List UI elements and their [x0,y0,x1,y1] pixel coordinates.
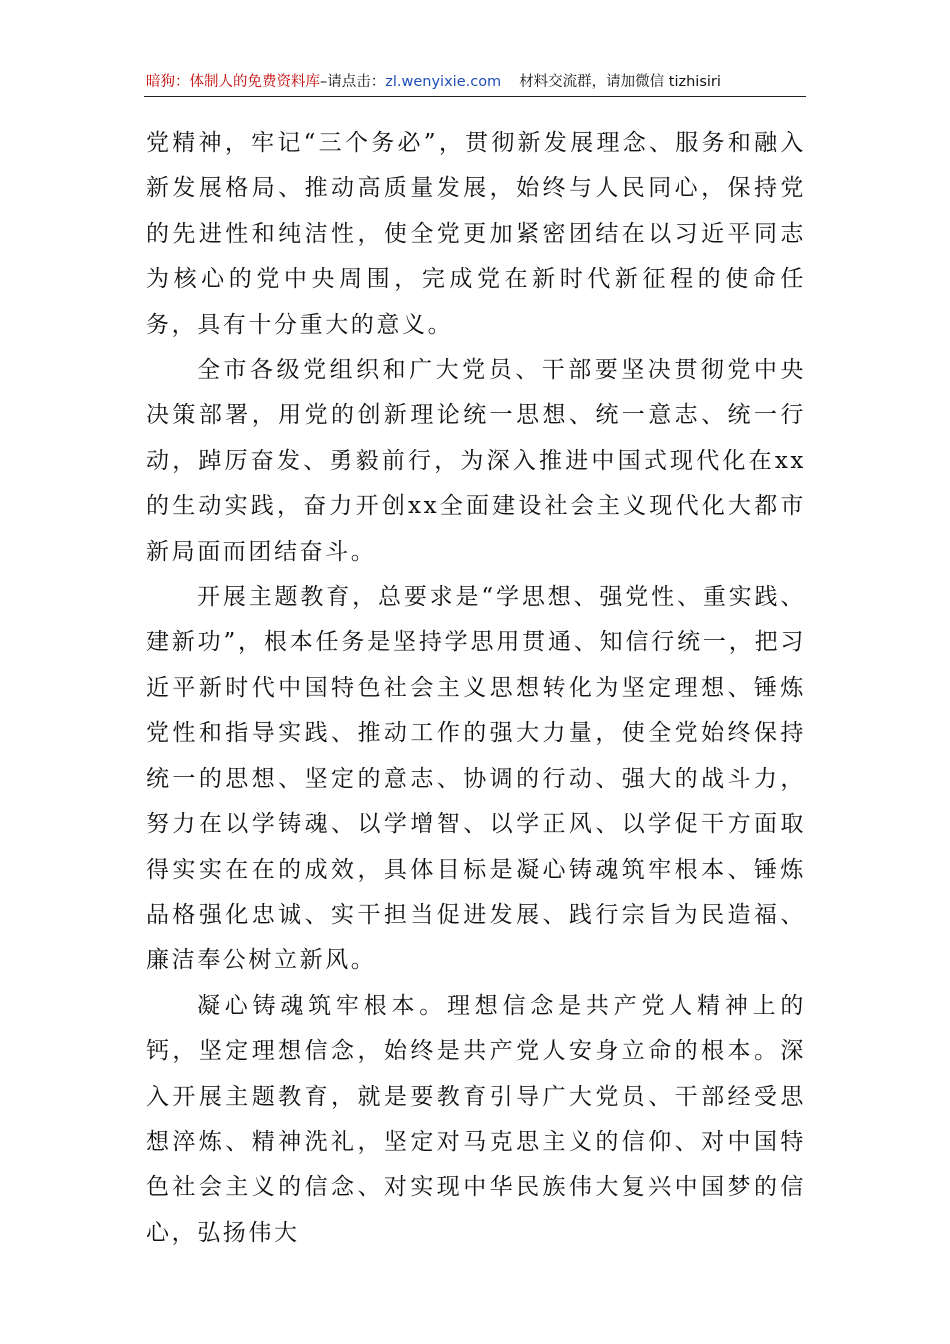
header-contact: 材料交流群，请加微信 tizhisiri [519,74,721,90]
paragraph-4: 凝心铸魂筑牢根本。理想信念是共产党人精神上的钙，坚定理想信念，始终是共产党人安身立命的根本。深入开展主题教育，就是要教育引导广大党员、干部经受思想淬炼、精神洗礼，坚定对马克思主义的信仰、对中国特色社会主义的信念、对实现中华民族伟大复兴中国梦的信心，弘扬伟大 [146,992,806,1246]
header-brand: 暗狗：体制人的免费资料库 [146,74,320,90]
header-link-label: –请点击： [320,74,386,90]
paragraph-3: 开展主题教育，总要求是“学思想、强党性、重实践、建新功”，根本任务是坚持学思用贯通、知信行统一，把习近平新时代中国特色社会主义思想转化为坚定理想、锤炼党性和指导实践、推动工作的强大力量，使全党始终保持统一的思想、坚定的意志、协调的行动、强大的战斗力，努力在以学铸魂、以学增智、以学正风、以学促干方面取得实实在在的成效，具体目标是凝心铸魂筑牢根本、锤炼品格强化忠诚、实干担当促进发展、践行宗旨为民造福、廉洁奉公树立新风。 [146,584,806,974]
page-header [146,70,806,94]
document-body [146,121,806,1256]
paragraph-2: 全市各级党组织和广大党员、干部要坚决贯彻党中央决策部署，用党的创新理论统一思想、统一意志、统一行动，踔厉奋发、勇毅前行，为深入推进中国式现代化在xx的生动实践，奋力开创xx全面建设社会主义现代化大都市新局面而团结奋斗。 [146,357,806,565]
paragraph-1: 党精神，牢记“三个务必”，贯彻新发展理念、服务和融入新发展格局、推动高质量发展，始终与人民同心，保持党的先进性和纯洁性，使全党更加紧密团结在以习近平同志为核心的党中央周围，完成党在新时代新征程的使命任务，具有十分重大的意义。 [146,130,806,338]
header-link[interactable]: zl.wenyixie.com [385,74,502,90]
header-divider [144,96,806,97]
